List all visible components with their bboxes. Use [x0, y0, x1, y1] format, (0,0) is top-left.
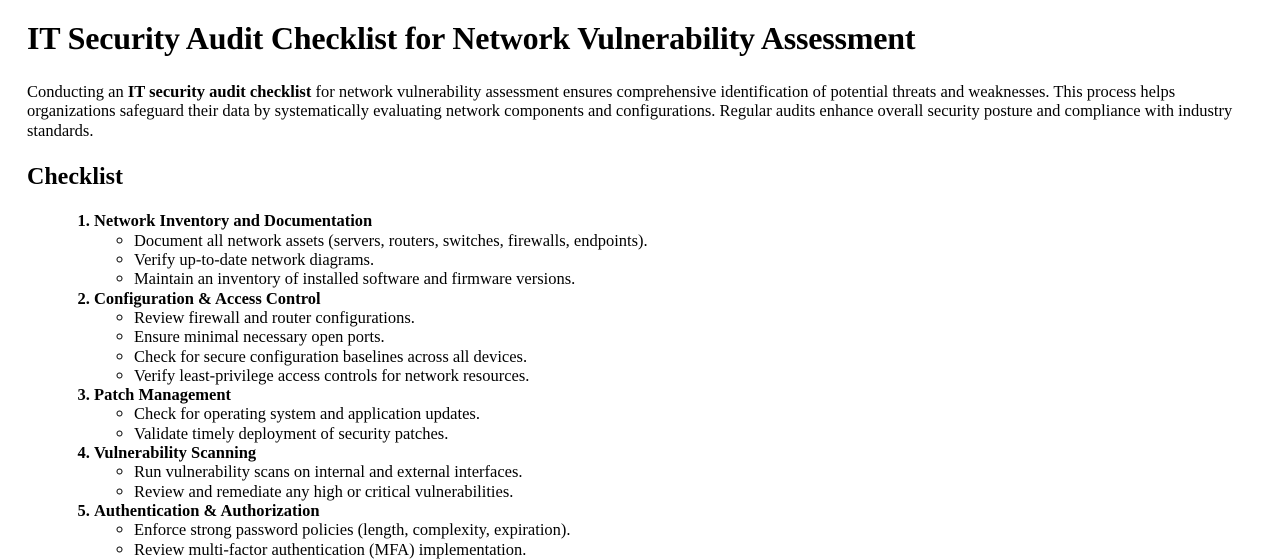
checklist-subitem-list — [94, 308, 1251, 385]
section-heading-checklist: Checklist — [27, 164, 123, 191]
checklist-item — [94, 501, 1251, 559]
checklist-subitem: ◦ Enforce strong password policies (length, complexity, expiration). — [134, 520, 1251, 539]
checklist-subitem: ◦ Verify up-to-date network diagrams. — [134, 250, 1251, 269]
checklist-subitem-list — [94, 462, 1251, 501]
checklist-item-label: Network Inventory and Documentation — [94, 211, 373, 231]
checklist-item — [94, 211, 1251, 288]
checklist-subitem: ◦ Maintain an inventory of installed software and firmware versions. — [134, 269, 1251, 288]
checklist-subitem: ◦ Review and remediate any high or critical vulnerabilities. — [134, 482, 1251, 501]
checklist-item-label: Vulnerability Scanning — [94, 443, 257, 463]
checklist-subitem: ◦ Document all network assets (servers, routers, switches, firewalls, endpoints). — [134, 231, 1251, 250]
checklist-item — [94, 385, 1251, 443]
checklist-item — [94, 443, 1251, 501]
checklist-item-label: Authentication & Authorization — [94, 500, 320, 520]
checklist-subitem: ◦ Check for secure configuration baselines across all devices. — [134, 347, 1251, 366]
checklist-subitem-list — [94, 404, 1251, 443]
document-page — [0, 21, 1278, 559]
checklist-subitem-list — [94, 231, 1251, 289]
checklist-subitem: ◦ Check for operating system and application updates. — [134, 404, 1251, 423]
checklist-subitem: ◦ Review multi-factor authentication (MFA) implementation. — [134, 540, 1251, 559]
intro-bold-phrase: IT security audit checklist — [127, 82, 312, 102]
checklist-item-label: Configuration & Access Control — [94, 288, 321, 308]
checklist-subitem: ◦ Ensure minimal necessary open ports. — [134, 327, 1251, 346]
page-title: IT Security Audit Checklist for Network Vulnerability Assessment — [27, 20, 916, 56]
checklist-ordered-list — [27, 211, 1251, 558]
checklist-subitem: ◦ Verify least-privilege access controls for network resources. — [134, 366, 1251, 385]
checklist-subitem: ◦ Run vulnerability scans on internal and external interfaces. — [134, 462, 1251, 481]
intro-text-before: Conducting an — [27, 82, 128, 102]
checklist-item-label: Patch Management — [94, 385, 232, 405]
intro-text-after: for network vulnerability assessment ensures comprehensive identification of potential threats and weaknesses. This process helps organizations safeguard their data by systematically evaluating network components and configurations. Regular audits enhance overall security posture and compliance with industry standards. — [27, 82, 1233, 140]
checklist-item — [94, 289, 1251, 385]
intro-paragraph — [27, 82, 1238, 140]
checklist-subitem: ◦ Review firewall and router configurations. — [134, 308, 1251, 327]
checklist-subitem-list — [94, 520, 1251, 559]
checklist-subitem: ◦ Validate timely deployment of security patches. — [134, 424, 1251, 443]
